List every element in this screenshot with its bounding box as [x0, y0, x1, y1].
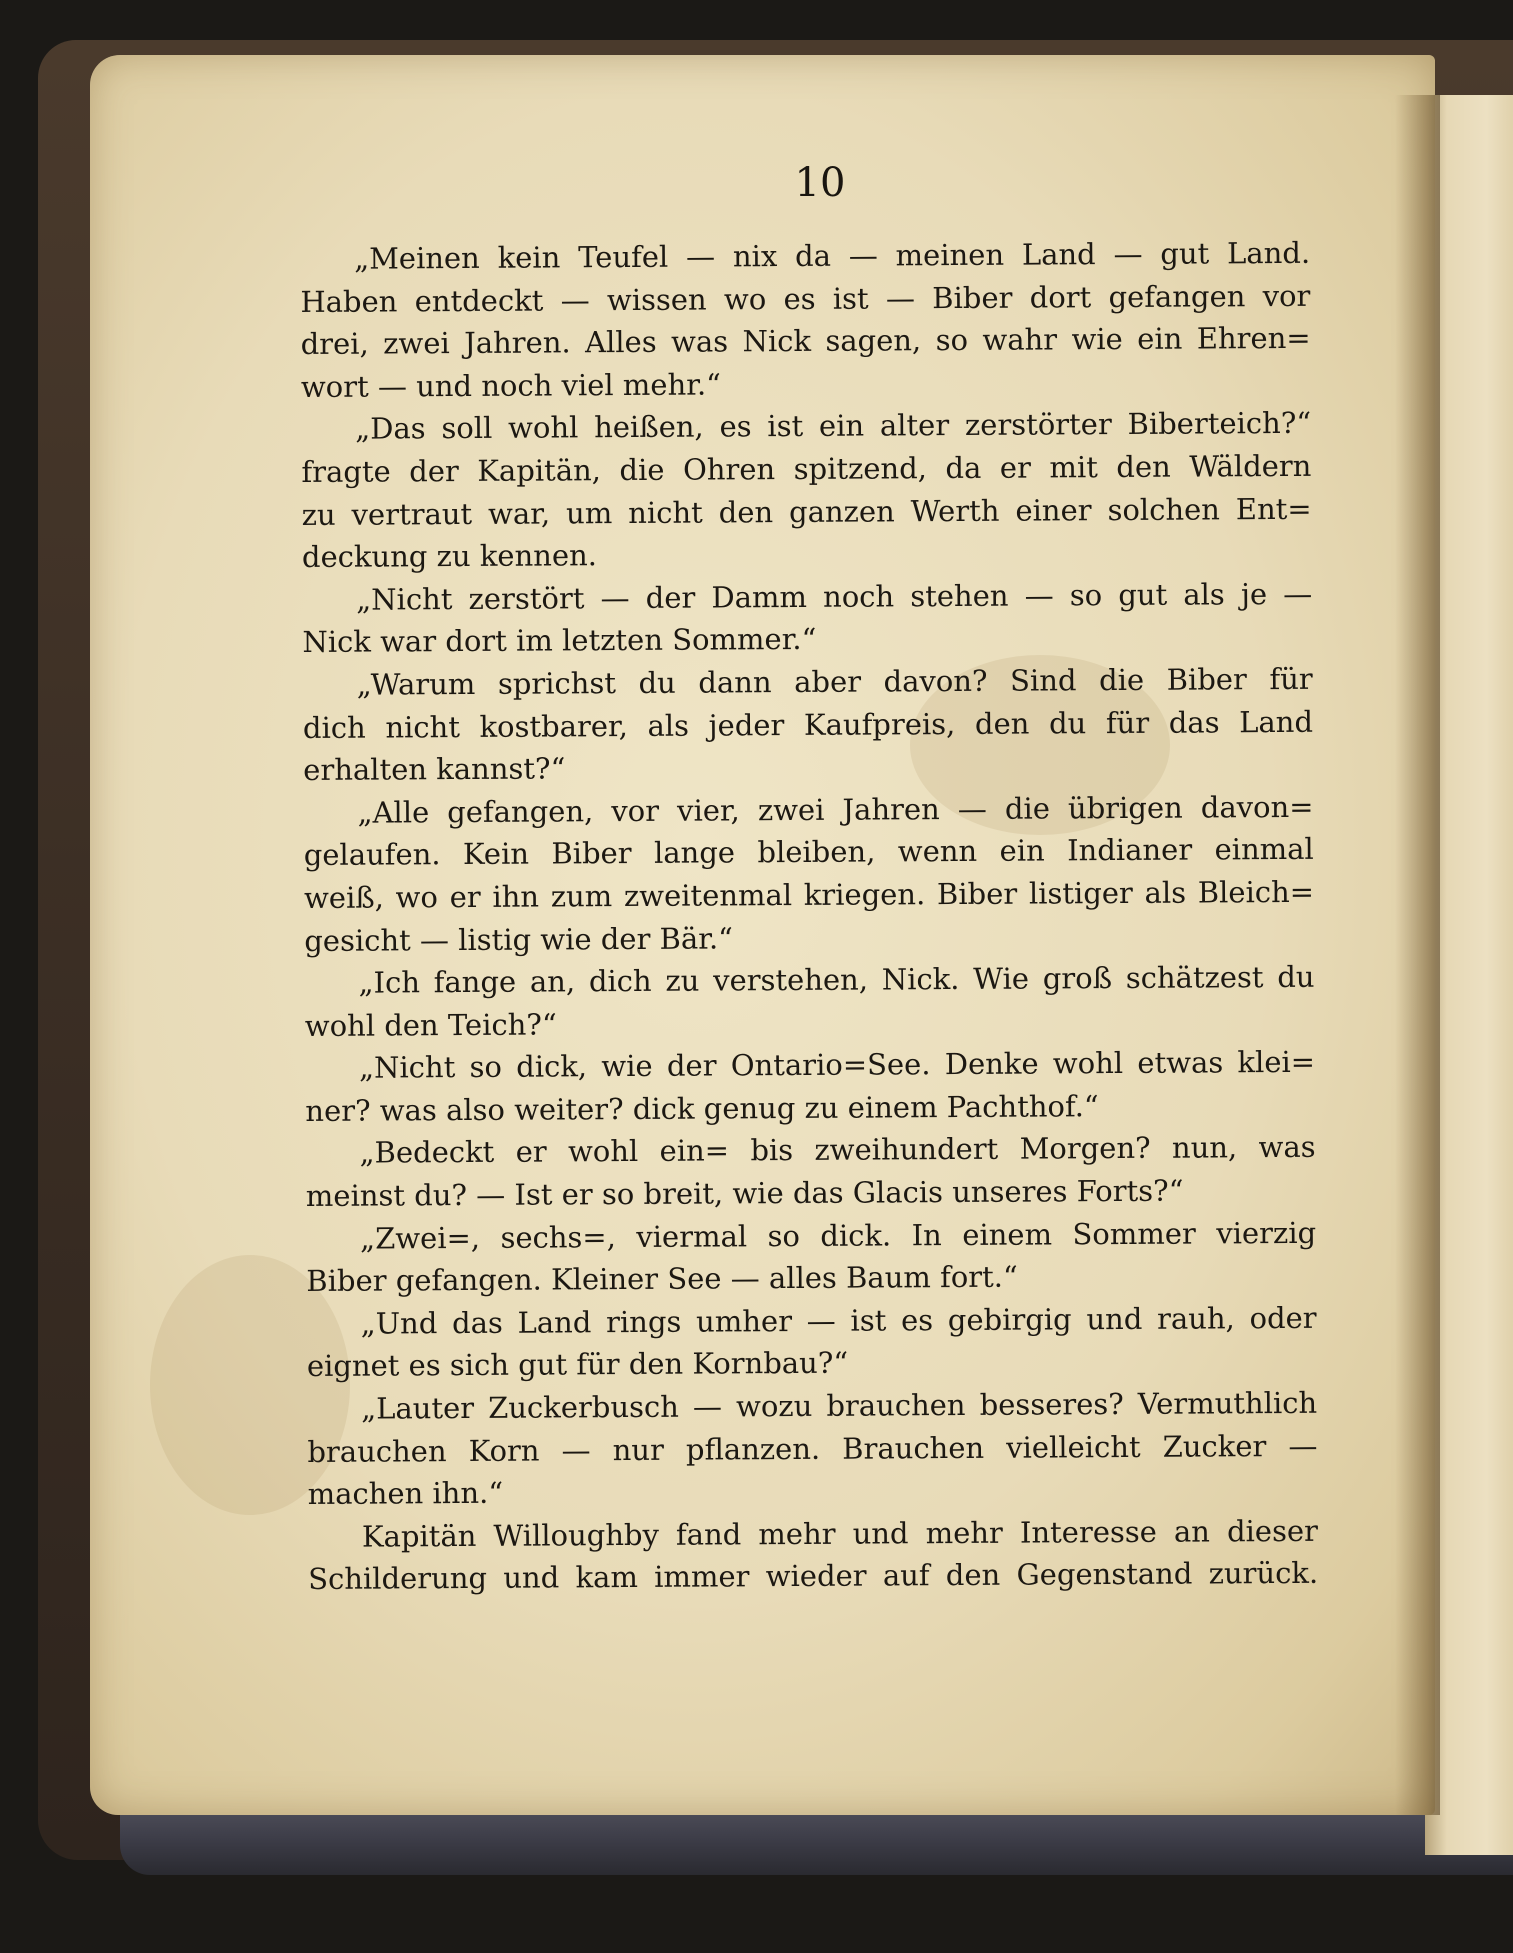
text-line: „Bedeckt er wohl ein= bis zweihundert Morgen? nun, was	[359, 1130, 1316, 1171]
text-line: dich nicht kostbarer, als jeder Kaufpreis, den du für das Land	[302, 704, 1314, 745]
text-line: Nick war dort im letzten Sommer.“	[302, 622, 817, 660]
text-line: zu vertraut war, um nicht den ganzen Werth einer solchen Ent=	[301, 491, 1312, 532]
text-line: wort — und noch viel mehr.“	[300, 367, 722, 404]
text-line: „Warum sprichst du dann aber davon? Sind die Biber für	[356, 661, 1313, 702]
text-line: Biber gefangen. Kleiner See — alles Baum fort.“	[306, 1259, 1018, 1299]
body-text	[300, 232, 1318, 1601]
text-line: Kapitän Willoughby fand mehr und mehr Interesse an dieser	[361, 1513, 1319, 1554]
text-line: Schilderung und kam immer wieder auf den Gegenstand zurück.	[308, 1556, 1319, 1597]
text-line: „Nicht so dick, wie der Ontario=See. Denke wohl etwas klei=	[358, 1045, 1316, 1085]
text-line: „Ich fange an, dich zu verstehen, Nick. Wie groß schätzest du	[358, 959, 1315, 1000]
text-line: gelaufen. Kein Biber lange bleiben, wenn ein Indianer einmal	[303, 832, 1314, 873]
text-line: ner? was also weiter? dick genug zu einem Pachthof.“	[305, 1089, 1099, 1128]
text-line: drei, zwei Jahren. Alles was Nick sagen, so wahr wie ein Ehren=	[300, 321, 1311, 362]
text-line: weiß, wo er ihn zum zweitenmal kriegen. Biber listiger als Bleich=	[303, 874, 1315, 915]
text-line: eignet es sich gut für den Kornbau?“	[306, 1346, 849, 1384]
text-line: deckung zu kennen.	[301, 538, 598, 575]
page-number: 10	[794, 160, 846, 206]
text-line: meinst du? — Ist er so breit, wie das Glacis unseres Forts?“	[305, 1173, 1184, 1214]
text-line: „Alle gefangen, vor vier, zwei Jahren — die übrigen davon=	[357, 789, 1314, 830]
text-line: gesicht — listig wie der Bär.“	[304, 920, 734, 958]
text-line: „Und das Land rings umher — ist es gebirgig und rauh, oder	[360, 1300, 1317, 1341]
text-line: „Meinen kein Teufel — nix da — meinen Land — gut Land.	[354, 235, 1311, 276]
text-line: fragte der Kapitän, die Ohren spitzend, da er mit den Wäldern	[301, 448, 1312, 489]
text-line: machen ihn.“	[307, 1476, 504, 1512]
text-line: „Das soll wohl heißen, es ist ein alter zerstörter Biberteich?“	[355, 406, 1312, 447]
text-line: erhalten kannst?“	[303, 751, 566, 788]
text-line: Haben entdeckt — wissen wo es ist — Biber dort gefangen vor	[300, 278, 1311, 319]
gutter-shadow	[1395, 95, 1440, 1815]
text-line: „Zwei=, sechs=, viermal so dick. In einem Sommer vierzig	[360, 1215, 1317, 1256]
text-line: wohl den Teich?“	[304, 1007, 557, 1043]
text-line: „Lauter Zuckerbusch — wozu brauchen besseres? Vermuthlich	[361, 1385, 1318, 1426]
text-line: brauchen Korn — nur pflanzen. Brauchen vielleicht Zucker —	[307, 1428, 1318, 1469]
text-line: „Nicht zerstört — der Damm noch stehen — so gut als je —	[356, 576, 1313, 617]
